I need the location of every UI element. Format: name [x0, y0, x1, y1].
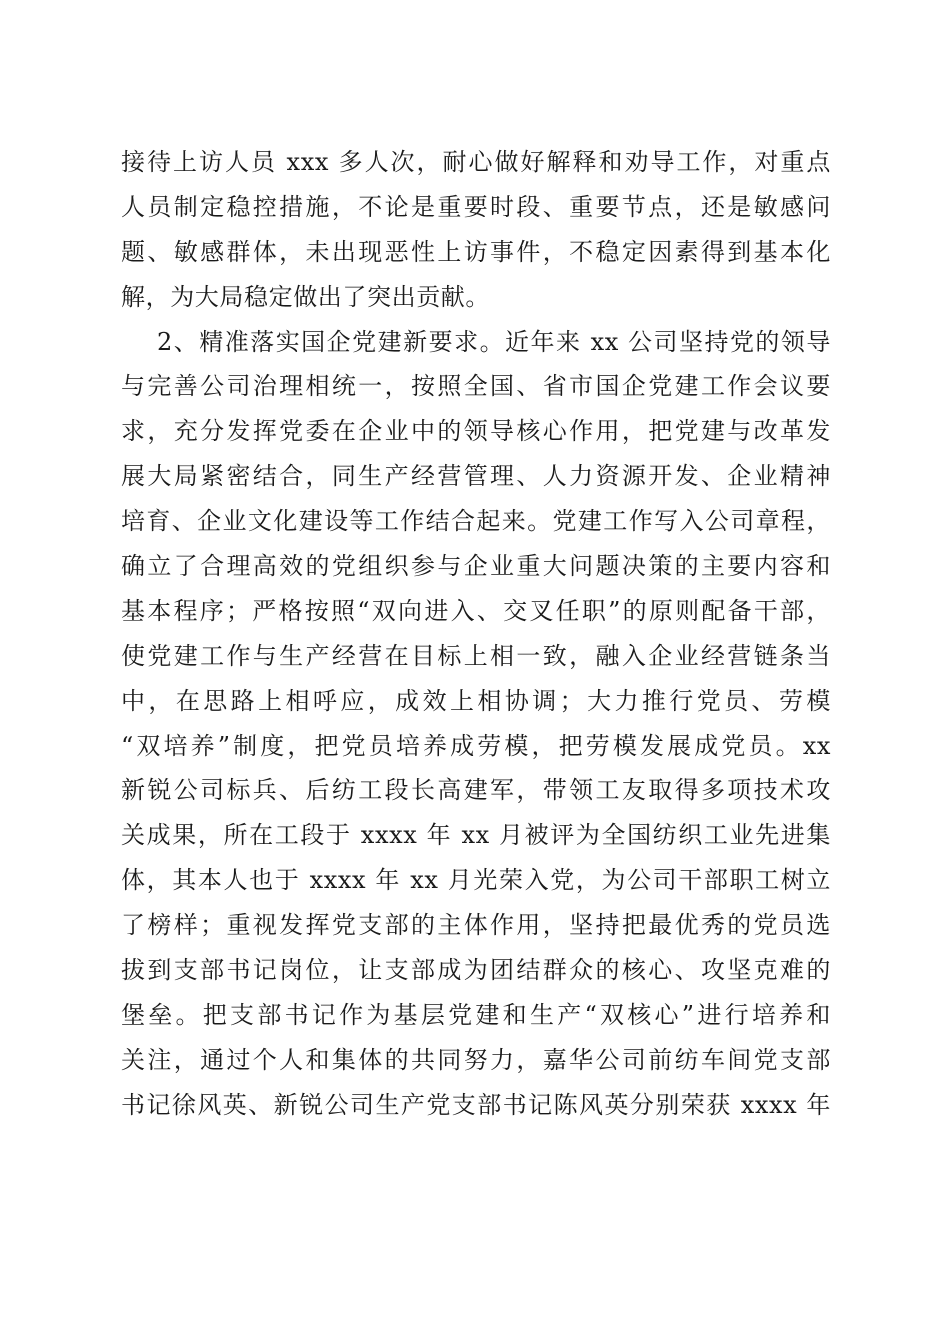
text-line: 关成果，所在工段于 xxxx 年 xx 月被评为全国纺织工业先进集 [121, 821, 831, 850]
body-text [121, 140, 831, 1128]
paragraph-1 [121, 140, 831, 320]
text-line: 关注，通过个人和集体的共同努力，嘉华公司前纺车间党支部 [121, 1045, 831, 1074]
text-line: “双培养”制度，把党员培养成劳模，把劳模发展成党员。xx [121, 731, 831, 760]
text-line: 使党建工作与生产经营在目标上相一致，融入企业经营链条当 [121, 641, 831, 670]
paragraph-2 [121, 320, 831, 1128]
text-line: 题、敏感群体，未出现恶性上访事件，不稳定因素得到基本化 [121, 237, 831, 266]
text-line: 培育、企业文化建设等工作结合起来。党建工作写入公司章程， [121, 507, 831, 536]
text-line: 中，在思路上相呼应，成效上相协调；大力推行党员、劳模 [121, 686, 831, 715]
text-line: 与完善公司治理相统一，按照全国、省市国企党建工作会议要 [121, 372, 831, 401]
text-line: 确立了合理高效的党组织参与企业重大问题决策的主要内容和 [121, 552, 831, 581]
text-line: 解，为大局稳定做出了突出贡献。 [121, 282, 490, 311]
text-line: 人员制定稳控措施，不论是重要时段、重要节点，还是敏感问 [121, 192, 831, 221]
text-line: 堡垒。把支部书记作为基层党建和生产“双核心”进行培养和 [121, 1000, 831, 1029]
text-line: 2、精准落实国企党建新要求。近年来 xx 公司坚持党的领导 [157, 327, 831, 356]
text-line: 展大局紧密结合，同生产经营管理、人力资源开发、企业精神 [121, 462, 831, 491]
text-line: 基本程序；严格按照“双向进入、交叉任职”的原则配备干部， [121, 596, 831, 625]
text-line: 书记徐风英、新锐公司生产党支部书记陈风英分别荣获 xxxx 年 [121, 1090, 831, 1119]
text-line: 新锐公司标兵、后纺工段长高建军，带领工友取得多项技术攻 [121, 776, 831, 805]
text-line: 了榜样；重视发挥党支部的主体作用，坚持把最优秀的党员选 [121, 911, 831, 940]
text-line: 接待上访人员 xxx 多人次，耐心做好解释和劝导工作，对重点 [121, 148, 831, 176]
text-line: 体，其本人也于 xxxx 年 xx 月光荣入党，为公司干部职工树立 [121, 866, 831, 895]
text-line: 拔到支部书记岗位，让支部成为团结群众的核心、攻坚克难的 [121, 956, 831, 985]
text-line: 求，充分发挥党委在企业中的领导核心作用，把党建与改革发 [121, 417, 831, 446]
